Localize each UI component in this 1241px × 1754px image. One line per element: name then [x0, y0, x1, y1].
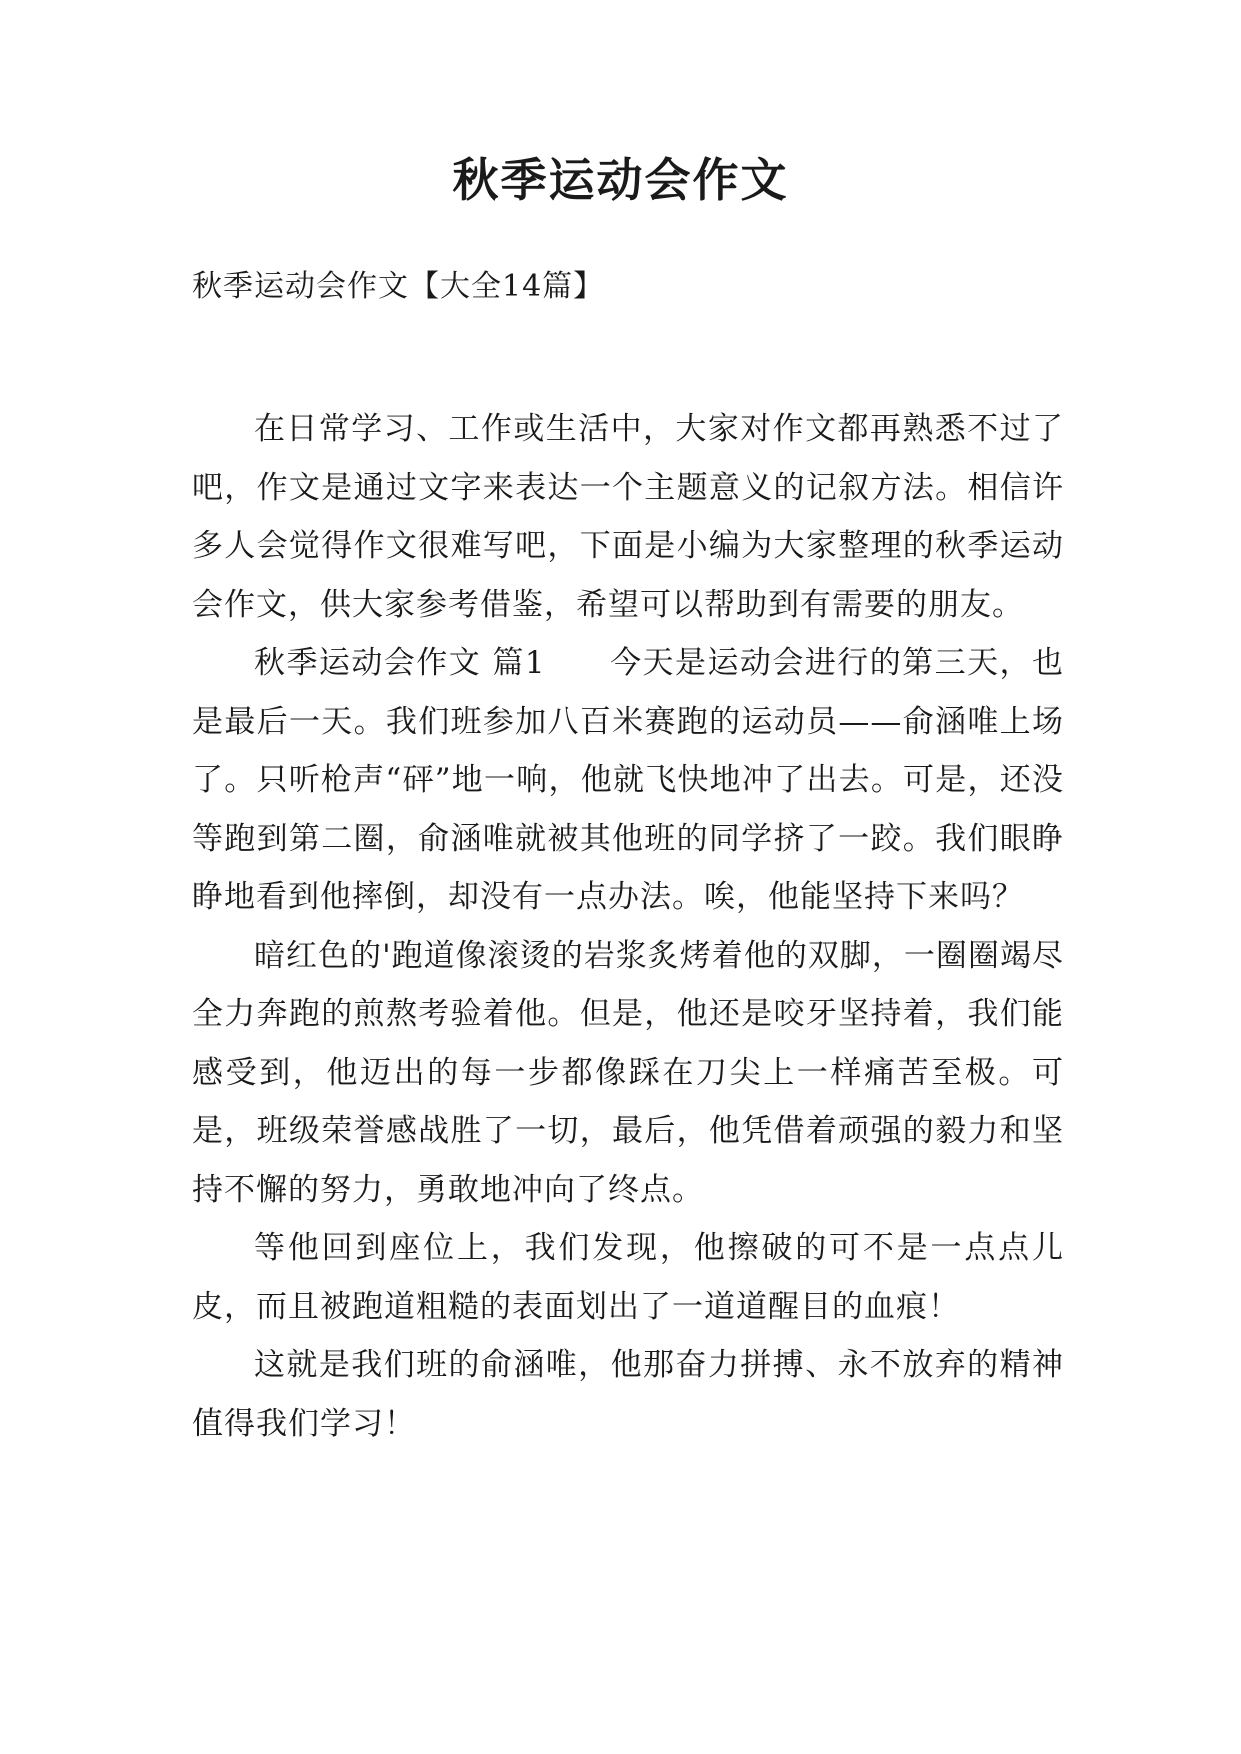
- essay-1-paragraph-2: 暗红色的'跑道像滚烫的岩浆炙烤着他的双脚，一圈圈竭尽全力奔跑的煎熬考验着他。但是，他还是咬牙坚持着，我们能感受到，他迈出的每一步都像踩在刀尖上一样痛苦至极。可是，班级荣誉感战胜了一切，最后，他凭借着顽强的毅力和坚持不懈的努力，勇敢地冲向了终点。: [192, 937, 1064, 1208]
- intro-paragraph: 在日常学习、工作或生活中，大家对作文都再熟悉不过了吧，作文是通过文字来表达一个主题意义的记叙方法。相信许多人会觉得作文很难写吧，下面是小编为大家整理的秋季运动会作文，供大家参考借鉴，希望可以帮助到有需要的朋友。: [192, 411, 1064, 623]
- essay-heading: 秋季运动会作文 篇1: [254, 645, 546, 681]
- essay-1-paragraph-1: [192, 634, 1064, 927]
- document-subtitle: 秋季运动会作文【大全14篇】: [192, 269, 605, 304]
- essay-1-paragraph-3: 等他回到座位上，我们发现，他擦破的可不是一点点儿皮，而且被跑道粗糙的表面划出了一道道醒目的血痕！: [192, 1230, 1064, 1325]
- document-title: 秋季运动会作文: [452, 153, 789, 207]
- document-body: [192, 400, 1064, 1453]
- essay-1-text-1: 今天是运动会进行的第三天，也是最后一天。我们班参加八百米赛跑的运动员——俞涵唯上场了。只听枪声“砰”地一响，他就飞快地冲了出去。可是，还没等跑到第二圈，俞涵唯就被其他班的同学挤了一跤。我们眼睁睁地看到他摔倒，却没有一点办法。唉，他能坚持下来吗？: [192, 645, 1064, 915]
- essay-1-paragraph-4: 这就是我们班的俞涵唯，他那奋力拼搏、永不放弃的精神值得我们学习！: [192, 1347, 1064, 1442]
